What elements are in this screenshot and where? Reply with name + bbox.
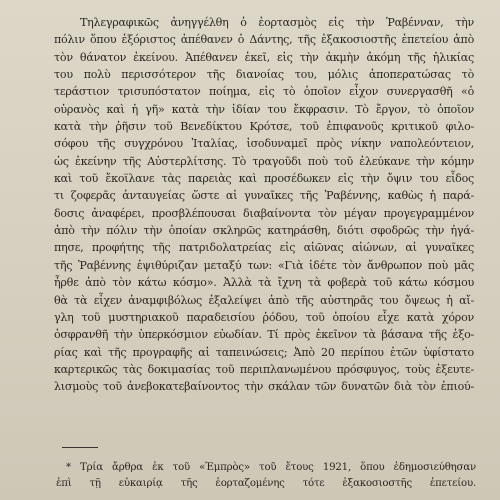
footnote-rule — [62, 447, 98, 448]
text-line: τι ζοφερᾶς ἀνταυγείας ὥστε αἱ γυναῖκες τῆς Ῥαβέννης, καθὼς ἡ παρά- — [54, 189, 474, 203]
footnote-line: * Τρία ἄρθρα ἐκ τοῦ «Ἐμπρὸς» τοῦ ἔτους 1921, ὅπου ἐδημοσιεύθησαν — [66, 462, 476, 473]
text-line: ρίας καὶ τῆς προγραφῆς αἱ ταπεινώσεις; Ἀπὸ 20 περίπου ἐτῶν ὑφίστατο — [54, 345, 474, 359]
text-line: καρτερικῶς τὰς δοκιμασίας τοῦ περιπλανωμένου πρόσφυγος, τοὺς ἐξευτε- — [54, 362, 474, 376]
text-line: γλη τοῦ μυστηριακοῦ παραδεισίου ῥόδου, τοῦ ὁποίου εἶχε κατὰ χόρον — [54, 310, 474, 324]
text-line: καὶ τοῦ ἔκοϊλανε τὰς παρειὰς καὶ προσέδωκεν εἰς τὴν ὄψιν του εἶδος — [54, 172, 474, 186]
text-line: του πολὺ περισσότερον τῆς διανοίας του, μόλις ἀποπερατώσας τὸ — [54, 68, 474, 82]
text-line: πησε, προφήτης τῆς πατριδολατρείας εἰς αἰῶνας αἰώνων, αἱ γυναῖκες — [54, 241, 474, 255]
text-line: πόλιν ὅπου ἐξόριστος ἀπέθανεν ὁ Δάντης, τῆς ἑξακοσιοστῆς ἐπετείου ἀπὸ — [54, 33, 474, 47]
text-line: ὡς ἐκείνην τῆς Αὐστερλίτσης. Τὸ τραγοῦδι ποὺ τοῦ ἐλεύκανε τὴν κόμην — [54, 154, 474, 168]
body-text — [54, 14, 474, 396]
text-line: τὸν θάνατον ἐκείνου. Ἀπέθανεν ἐκεῖ, εἰς τὴν ἀκμὴν ἀκόμη τῆς ἡλικίας — [54, 50, 474, 64]
text-line: σόφου τῆς συγχρόνου Ἰταλίας, ἰσοδυναμεῖ πρὸς νίκην ναπολεόντειον, — [54, 137, 474, 151]
text-line: ἦρθε ἀπὸ τὸν κάτω κόσμο». Ἀλλὰ τὰ ἴχνη τὰ φοβερὰ τοῦ κάτω κόσμου — [54, 276, 474, 290]
text-line: ὀσφρανθῆ τὴν ὑπερκόσμιον εὐωδίαν. Τί πρὸς ἐκεῖνον τὰ βάσανα τῆς ἐξο- — [54, 328, 474, 342]
text-line: δοσις ἀναφέρει, προσβλέπουσαι διαβαίνοντα τὸν μέγαν προγεγραμμένον — [54, 206, 474, 220]
text-line: Τηλεγραφικῶς ἀνηγγέλθη ὁ ἑορτασμὸς εἰς τὴν Ῥαβένναν, τὴν — [80, 16, 474, 29]
text-line: κατὰ τὴν ῥῆσιν τοῦ Βενεδίκτου Κρότσε, τοῦ ἐπιφανοῦς κριτικοῦ φιλο- — [54, 120, 474, 134]
footnote-line: ἐπὶ τῇ εὐκαιρίᾳ τῆς ἑορταζομένης τότε ἑξακοσιοστῆς ἐπετείου. — [56, 478, 476, 489]
footnote — [56, 460, 476, 492]
text-line: οὐρανὸς καὶ ἡ γῆ» κατὰ τὴν ἰδίαν του ἔκφρασιν. Τὸ ἔργον, τὸ ὁποῖον — [54, 102, 474, 116]
text-line: τεράστιον τρισυπόστατον ποίημα, εἰς τὸ ὁποῖον εἶχον συνεργασθῆ «ὁ — [54, 85, 474, 99]
text-line: ἀπὸ τὴν πόλιν τὴν ὁποίαν σκληρῶς κατηράσθη, διότι σφοδρῶς τὴν ἠγά- — [54, 224, 474, 238]
text-line: λισμοὺς τοῦ ἀνεβοκατεβαίνοντος τὴν σκάλαν τῶν δυνατῶν διὰ τὸν ἐπιού- — [54, 380, 474, 394]
text-line: θὰ τὰ εἶχεν ἀναμφιβόλως ἐξαλείψει ἀπὸ τῆς αὐστηρᾶς του ὄψεως ἡ αἴ- — [54, 293, 474, 307]
text-line: τῆς Ῥαβέννης ἐψιθύριζαν μεταξύ των: «Γιὰ ἰδέτε τὸν ἄνθρωπον ποὺ μᾶς — [54, 258, 474, 272]
